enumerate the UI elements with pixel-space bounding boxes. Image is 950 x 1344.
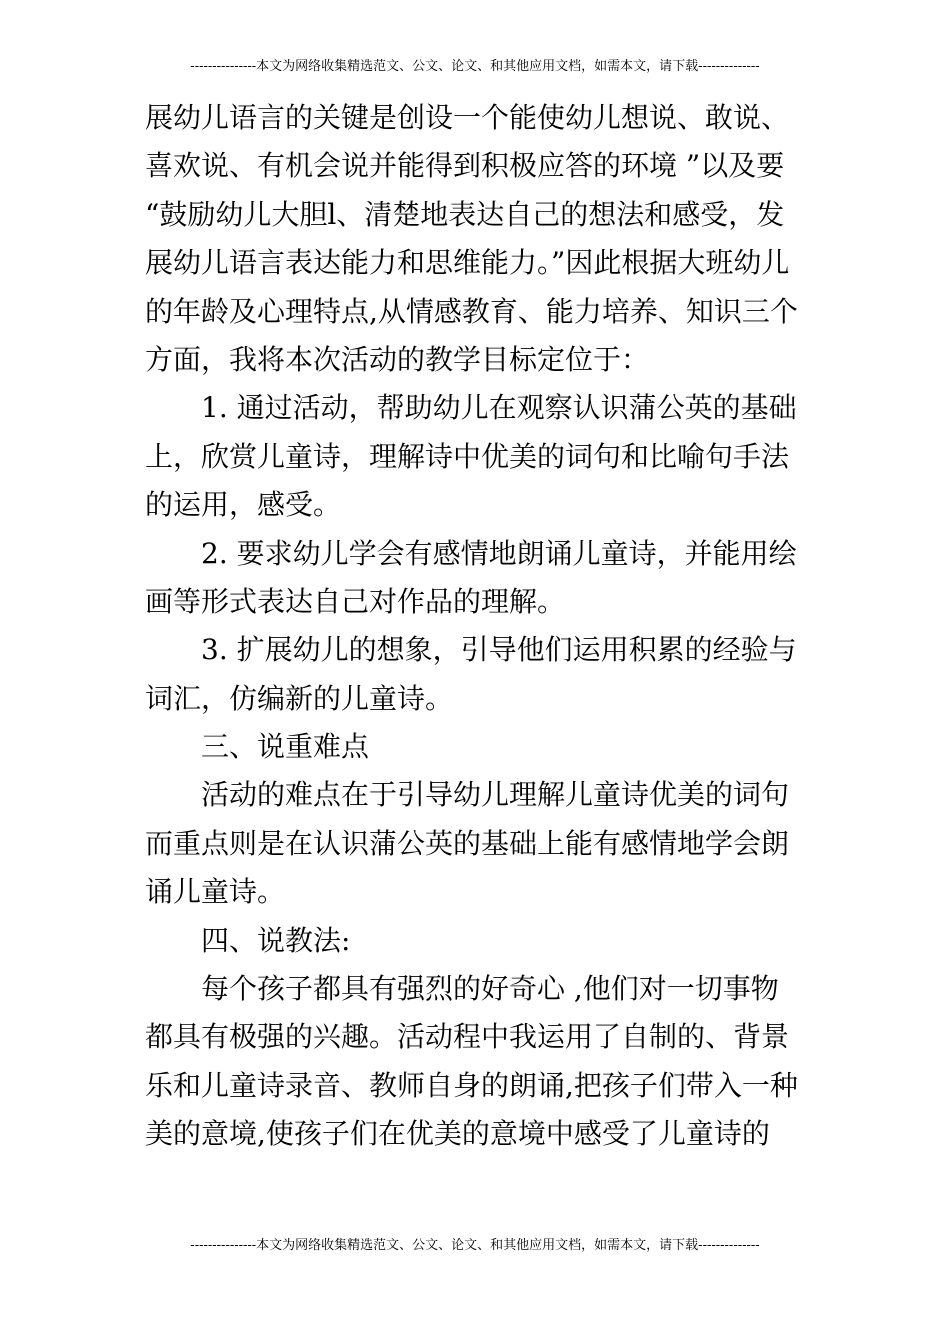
header-banner: ---------------本文为网络收集精选范文、公文、论文、和其他应用文档，如需本文，请下载-------------- xyxy=(190,59,760,74)
footer-banner: ---------------本文为网络收集精选范文、公文、论文、和其他应用文档，如需本文，请下载-------------- xyxy=(190,1238,760,1253)
goal-item-1: 1. 通过活动，帮助幼儿在观察认识蒲公英的基础 xyxy=(201,391,797,425)
text-line: 的运用，感受。 xyxy=(145,488,342,522)
text-line: 喜欢说、有机会说并能得到积极应答的环境 ”以及要 xyxy=(145,149,785,183)
text-line: 诵儿童诗。 xyxy=(145,875,286,909)
text-line: “鼓励幼儿大胆l、清楚地表达自己的想法和感受，发 xyxy=(145,197,785,231)
text-line: 而重点则是在认识蒲公英的基础上能有感情地学会朗 xyxy=(145,826,790,860)
text-line: 展幼儿语言表达能力和思维能力。”因此根据大班幼儿 xyxy=(145,246,790,280)
goal-item-2: 2. 要求幼儿学会有感情地朗诵儿童诗，并能用绘 xyxy=(201,536,797,570)
text-line: 活动的难点在于引导幼儿理解儿童诗优美的词句 xyxy=(201,778,790,812)
text-line: 美的意境,使孩子们在优美的意境中感受了儿童诗的 xyxy=(145,1117,770,1151)
text-line: 方面，我将本次活动的教学目标定位于： xyxy=(145,342,650,376)
text-line: 都具有极强的兴趣。活动程中我运用了自制的、背景 xyxy=(145,1020,790,1054)
section-heading: 三、说重难点 xyxy=(201,730,370,764)
text-line: 每个孩子都具有强烈的好奇心 ,他们对一切事物 xyxy=(201,972,779,1006)
text-line: 上，欣赏儿童诗，理解诗中优美的词句和比喻句手法 xyxy=(145,439,790,473)
text-line: 展幼儿语言的关键是创设一个能使幼儿想说、敢说、 xyxy=(145,101,790,134)
goal-item-3: 3. 扩展幼儿的想象，引导他们运用积累的经验与 xyxy=(201,633,797,667)
text-line: 乐和儿童诗录音、教师自身的朗诵,把孩子们带入一种 xyxy=(145,1068,798,1102)
text-line: 画等形式表达自己对作品的理解。 xyxy=(145,584,566,618)
section-heading: 四、说教法: xyxy=(201,923,351,957)
document-body xyxy=(145,94,810,1159)
text-line: 词汇，仿编新的儿童诗。 xyxy=(145,681,454,715)
text-line: 的年龄及心理特点,从情感教育、能力培养、知识三个 xyxy=(145,294,798,328)
